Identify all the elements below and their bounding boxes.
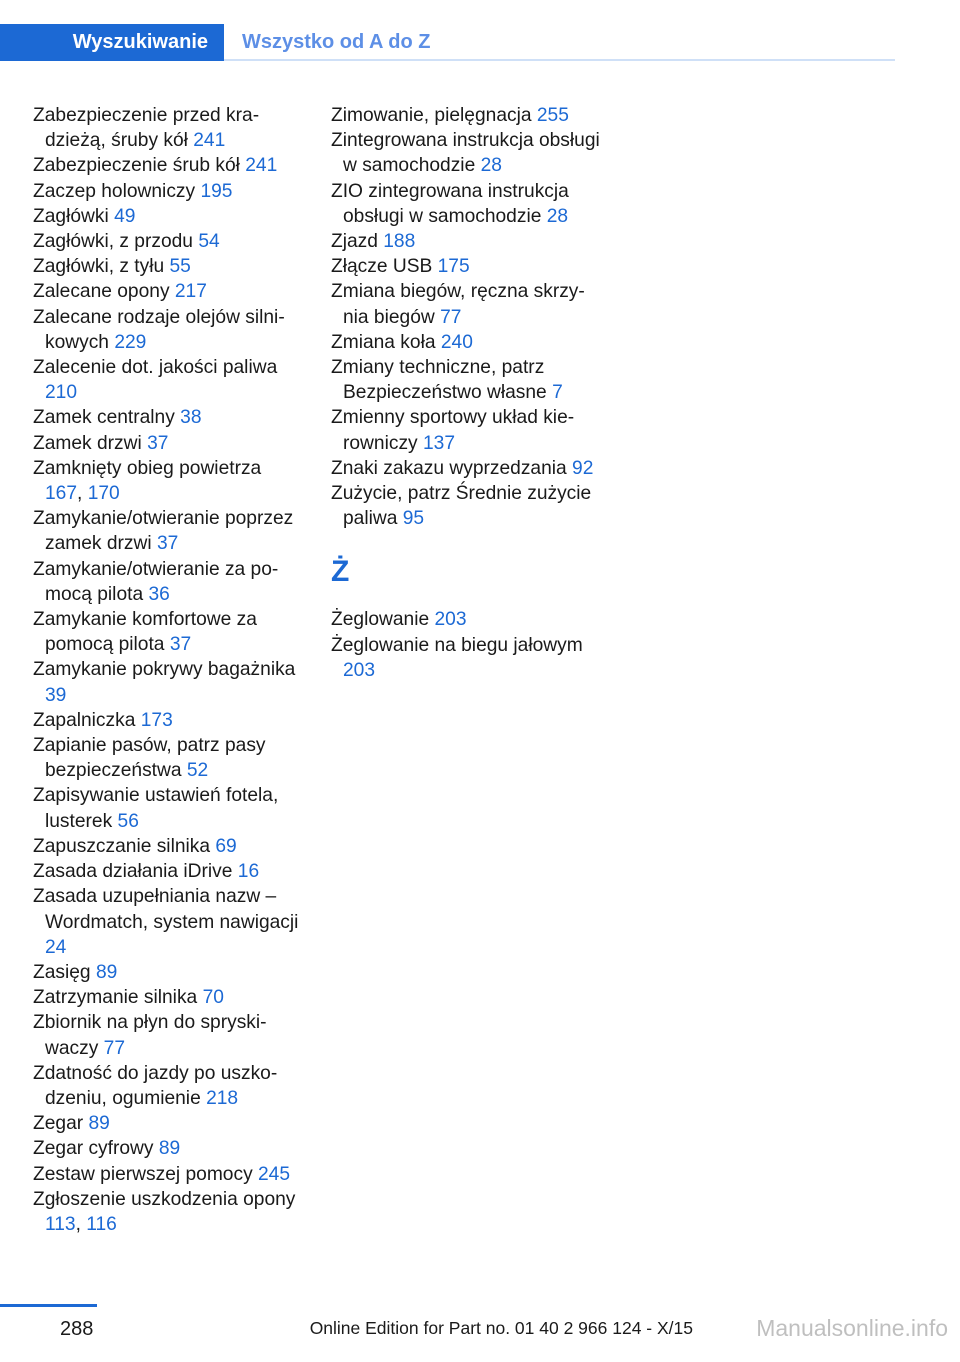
- page-reference-link[interactable]: 37: [147, 432, 169, 454]
- index-entry: [33, 1010, 303, 1060]
- index-entry: [33, 305, 303, 355]
- page-reference-link[interactable]: 49: [114, 205, 136, 227]
- page-reference-link[interactable]: 255: [536, 105, 569, 126]
- index-entry-term: Zapianie pasów, patrz pasy bezpieczeństwa: [33, 735, 266, 782]
- index-entry: [33, 884, 303, 960]
- index-entry-term: Zmiany techniczne, patrz Bezpieczeństwo własne: [331, 357, 547, 404]
- index-entry-term: Zamykanie/otwieranie poprzez zamek drzwi: [33, 508, 294, 555]
- page-reference-link[interactable]: 92: [572, 457, 594, 479]
- index-entry-term: Żeglowanie na biegu jałowym: [331, 634, 583, 656]
- index-entry-term: Złącze USB: [331, 256, 433, 278]
- page-reference-link[interactable]: 167: [45, 483, 78, 505]
- page-reference-link[interactable]: 89: [88, 1113, 110, 1135]
- index-entry: [33, 708, 303, 733]
- index-entry-term: Zgłoszenie uszkodzenia opony: [33, 1188, 296, 1210]
- index-entry: [33, 985, 303, 1010]
- page-reference-link[interactable]: 240: [440, 331, 473, 353]
- page-reference-link[interactable]: 188: [383, 231, 416, 253]
- page-reference-link[interactable]: 28: [546, 205, 569, 227]
- index-entry-term: Zagłówki, z przodu: [33, 231, 193, 253]
- index-entry-term: Zbiornik na płyn do spryskiwaczy: [33, 1012, 267, 1059]
- index-entry: [33, 960, 303, 985]
- index-entry-term: Zmiana biegów, ręczna skrzynia biegów: [331, 281, 585, 328]
- page-reference-link[interactable]: 203: [343, 659, 376, 681]
- index-entry: [33, 557, 303, 607]
- index-entry: [33, 1162, 303, 1187]
- page-reference-link[interactable]: 77: [103, 1037, 125, 1059]
- page-reference-link[interactable]: 137: [422, 432, 455, 454]
- page-reference-link[interactable]: 37: [169, 634, 192, 656]
- index-entry-term: Zapuszczanie silnika: [33, 835, 211, 857]
- page-reference-link[interactable]: 95: [402, 508, 425, 530]
- index-entry: [33, 859, 303, 884]
- index-entry: [33, 153, 303, 178]
- index-entry-term: Zamknięty obieg powietrza: [33, 457, 262, 479]
- page-reference-link[interactable]: 218: [206, 1087, 239, 1109]
- index-entry-term: Zintegrowana instrukcja obsługi w samochodzie: [331, 130, 600, 177]
- page-reference-link[interactable]: 113: [45, 1213, 76, 1235]
- index-entry-term: Zatrzymanie silnika: [33, 987, 198, 1009]
- index-entry: [331, 330, 601, 355]
- section-heading-z-dot: Ż: [331, 555, 350, 589]
- index-entry: [33, 229, 303, 254]
- index-entry: [33, 254, 303, 279]
- page-reference-link[interactable]: 210: [45, 382, 78, 404]
- index-entry-term: Żeglowanie: [331, 609, 430, 631]
- page-reference-link[interactable]: 229: [114, 331, 147, 353]
- page-reference-link[interactable]: 89: [95, 961, 118, 983]
- page-reference-link[interactable]: 217: [174, 281, 207, 303]
- index-entry-term: Zapisywanie ustawień fotela, lusterek: [33, 785, 279, 832]
- index-entry: [33, 506, 303, 556]
- index-entry: [331, 633, 601, 683]
- tab-wyszukiwanie-label: Wyszukiwanie: [72, 31, 208, 53]
- index-entry: [33, 204, 303, 229]
- page-reference-link[interactable]: 77: [440, 306, 462, 328]
- index-entry-term: Zasada działania iDrive: [33, 861, 233, 883]
- edition-note: Online Edition for Part no. 01 40 2 966 124 - X/15: [309, 1318, 693, 1338]
- section-z-dot-entries: [331, 607, 601, 683]
- index-entry-term: Zalecane opony: [33, 281, 170, 303]
- index-entry-term: Zamykanie/otwieranie za pomocą pilota: [33, 558, 279, 605]
- index-entry: [33, 431, 303, 456]
- index-entry-term: Zestaw pierwszej pomocy: [33, 1163, 253, 1185]
- index-entry: [331, 229, 601, 254]
- index-entry-term: Zasada uzupełniania nazw – Wordmatch, system nawigacji: [33, 886, 299, 933]
- index-entry-term: Zmiana koła: [331, 331, 436, 353]
- index-entry-term: ZIO zintegrowana instrukcja obsługi w samochodzie: [331, 180, 569, 227]
- index-entry-term: Zalecane rodzaje olejów silnikowych: [33, 306, 285, 353]
- index-entry-term: Zmienny sportowy układ kierowniczy: [331, 407, 575, 454]
- index-entry-term: Zużycie, patrz Średnie zużycie paliwa: [331, 483, 592, 530]
- page-reference-link[interactable]: 241: [193, 130, 226, 152]
- index-entry-term: Znaki zakazu wyprzedzania: [331, 457, 567, 479]
- page-reference-link[interactable]: 16: [237, 861, 260, 883]
- tab-wszystko-label: Wszystko od A do Z: [242, 31, 431, 53]
- index-entry: [331, 279, 601, 329]
- index-entry-term: Zamek drzwi: [33, 432, 142, 454]
- index-entry: [331, 254, 601, 279]
- index-entry: [33, 279, 303, 304]
- index-right-entries: [331, 103, 601, 531]
- index-column-right: [331, 103, 601, 683]
- index-entry-term: Zagłówki: [33, 205, 109, 227]
- index-entry-term: Zamek centralny: [33, 407, 175, 429]
- page-reference-link[interactable]: 54: [198, 231, 220, 253]
- page-reference-link[interactable]: 89: [158, 1138, 181, 1160]
- index-entry-term: Zjazd: [331, 231, 378, 253]
- page-reference-link[interactable]: 245: [258, 1163, 291, 1185]
- index-entry: [33, 733, 303, 783]
- index-entry-term: Zagłówki, z tyłu: [33, 256, 165, 278]
- index-column-left: [33, 103, 303, 1237]
- index-entry: [331, 607, 601, 632]
- page-reference-link[interactable]: 195: [200, 180, 233, 202]
- index-entry: [33, 834, 303, 859]
- index-entry-term: Zegar: [33, 1113, 84, 1135]
- index-entry-term: Zimowanie, pielęgnacja: [331, 105, 532, 126]
- index-entry: [331, 103, 601, 128]
- index-entry: [33, 405, 303, 430]
- watermark: Manualsonline.info: [756, 1315, 948, 1341]
- page-reference-link[interactable]: 241: [245, 155, 278, 177]
- header-divider: [224, 59, 895, 61]
- index-entry: [331, 355, 601, 405]
- index-entry-term: Zabezpieczenie przed kradzieżą, śruby kół: [33, 105, 260, 152]
- index-entry-term: Zdatność do jazdy po uszkodzeniu, ogumienie: [33, 1062, 278, 1109]
- index-entry: [33, 179, 303, 204]
- index-entry: [33, 783, 303, 833]
- index-entry: [331, 128, 601, 178]
- index-entry: [33, 355, 303, 405]
- index-entry-term: Zabezpieczenie śrub kół: [33, 155, 240, 177]
- footer-accent-line: [0, 1304, 97, 1307]
- index-entry: [331, 405, 601, 455]
- index-entry-term: Zegar cyfrowy: [33, 1138, 154, 1160]
- page-number: 288: [60, 1318, 94, 1340]
- page-reference-link[interactable]: 7: [552, 382, 563, 404]
- index-entry-term: Zamykanie pokrywy bagażnika: [33, 659, 296, 681]
- index-entry: [331, 456, 601, 481]
- page-reference-link[interactable]: 56: [117, 810, 139, 832]
- index-entry: [33, 607, 303, 657]
- index-entry: Zamknięty obieg powietrza 167, 170: [33, 457, 262, 505]
- index-entry: [33, 1136, 303, 1161]
- index-entry-term: Zalecenie dot. jakości paliwa: [33, 357, 278, 379]
- index-entry-term: Zapalniczka: [33, 709, 136, 731]
- page-reference-link[interactable]: 203: [434, 609, 467, 631]
- index-entry: [33, 103, 303, 153]
- page-reference-link[interactable]: 69: [215, 835, 237, 857]
- page-reference-link[interactable]: 39: [45, 684, 67, 706]
- index-entry: [331, 481, 601, 531]
- index-entry-term: Zaczep holowniczy: [33, 180, 196, 202]
- page-reference-link[interactable]: 28: [480, 155, 502, 177]
- page-reference-link[interactable]: 38: [180, 407, 202, 429]
- page-reference-link[interactable]: 55: [169, 256, 191, 278]
- index-entry-term: Zasięg: [33, 961, 91, 983]
- index-entry-term: Zamykanie komfortowe za pomocą pilota: [33, 609, 257, 656]
- page-reference-link[interactable]: 52: [186, 760, 209, 782]
- page-reference-link[interactable]: 36: [148, 583, 170, 605]
- index-entry: [331, 179, 601, 229]
- page-reference-link[interactable]: 173: [140, 709, 173, 731]
- page-reference-link[interactable]: 116: [86, 1213, 117, 1235]
- page-reference-link[interactable]: 170: [87, 483, 120, 505]
- tab-wyszukiwanie[interactable]: [0, 24, 224, 61]
- tab-wszystko-od-a-do-z[interactable]: [224, 24, 895, 61]
- page-reference-link[interactable]: 37: [156, 533, 179, 555]
- index-entry: [33, 1061, 303, 1111]
- index-entry: Zgłoszenie uszkodzenia opony 113, 116: [33, 1188, 296, 1235]
- header-bar: [0, 24, 895, 61]
- page-reference-link[interactable]: 70: [202, 987, 224, 1009]
- index-entry: [33, 657, 303, 707]
- page-reference-link[interactable]: 24: [45, 936, 67, 958]
- index-entry: [33, 1111, 303, 1136]
- page-reference-link[interactable]: 175: [437, 256, 470, 278]
